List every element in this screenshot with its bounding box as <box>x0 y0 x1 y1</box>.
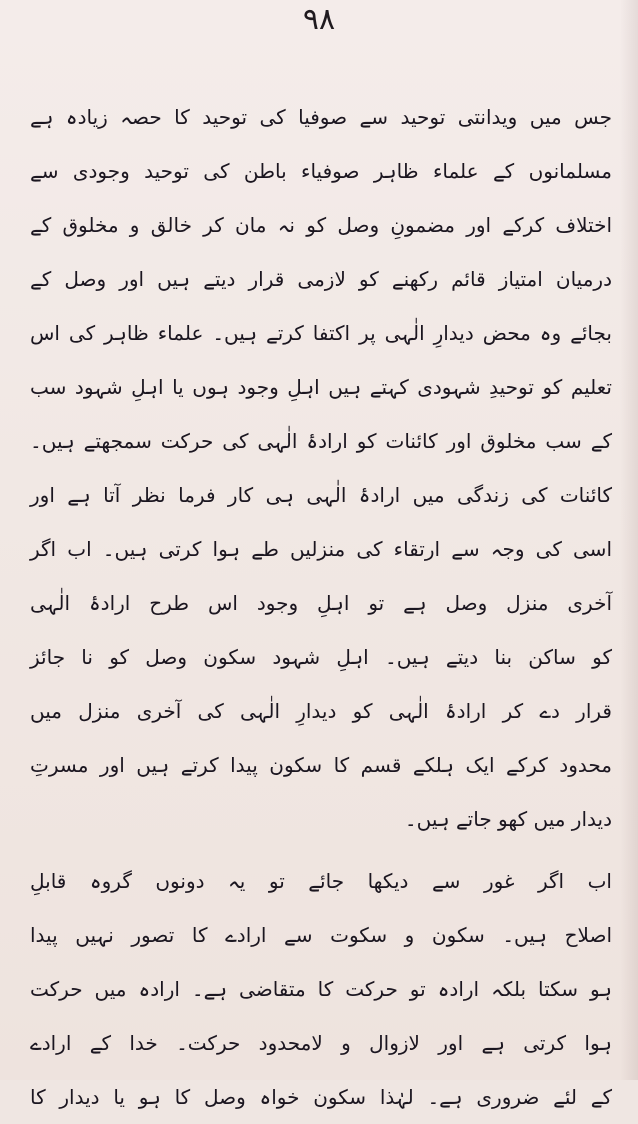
text-line: کو ساکن بنا دیتے ہیں۔ اہلِ شہود سکون وصل کو نا جائز <box>30 645 612 669</box>
text-line: کے لئے ضروری ہے۔ لہٰذا سکون خواہ وصل کا ہو یا دیدار کا <box>30 1085 612 1109</box>
body-text <box>30 90 612 1124</box>
text-line: دیدار میں کھو جاتے ہیں۔ <box>404 807 612 831</box>
text-line: ہو سکتا بلکہ ارادہ تو حرکت کا متقاضی ہے۔ ارادہ میں حرکت <box>30 977 612 1001</box>
paragraph-gap <box>30 846 612 854</box>
text-line: مسلمانوں کے علماء ظاہر صوفیاء باطن کی توحید وجودی سے <box>30 159 612 183</box>
text-line: محدود کرکے ایک ہلکے قسم کا سکون پیدا کرتے ہیں اور مسرتِ <box>30 753 612 777</box>
text-line: جس میں ویدانتی توحید سے صوفیا کی توحید کا حصہ زیادہ ہے <box>30 105 612 129</box>
text-line: اصلاح ہیں۔ سکون و سکوت سے ارادے کا تصور نہیں پیدا <box>30 923 612 947</box>
text-line: اختلاف کرکے اور مضمونِ وصل کو نہ مان کر خالق و مخلوق کے <box>30 213 612 237</box>
text-line: آخری منزل وصل ہے تو اہلِ وجود اس طرح ارادۂ الٰہی <box>30 591 612 615</box>
text-line: کے سب مخلوق اور کائنات کو ارادۂ الٰہی کی حرکت سمجھتے ہیں۔ <box>30 429 612 453</box>
text-line: اب اگر غور سے دیکھا جائے تو یہ دونوں گروہ قابلِ <box>30 869 612 893</box>
text-line: اسی کی وجہ سے ارتقاء کی منزلیں طے ہوا کرتی ہیں۔ اب اگر <box>30 537 612 561</box>
text-line: ہوا کرتی ہے اور لازوال و لامحدود حرکت۔ خدا کے ارادے <box>30 1031 612 1055</box>
text-line: کائنات کی زندگی میں ارادۂ الٰہی ہی کار فرما نظر آتا ہے اور <box>30 483 612 507</box>
text-line: تعلیم کو توحیدِ شہودی کہتے ہیں اہلِ وجود ہوں یا اہلِ شہود سب <box>30 375 612 399</box>
page-number: ۹۸ <box>302 2 336 37</box>
text-line: قرار دے کر ارادۂ الٰہی کو دیدارِ الٰہی کی آخری منزل میں <box>30 699 612 723</box>
page-edge-shadow <box>620 0 638 1080</box>
text-line: بجائے وہ محض دیدارِ الٰہی پر اکتفا کرتے ہیں۔ علماء ظاہر کی اس <box>30 321 612 345</box>
text-line: درمیان امتیاز قائم رکھنے کو لازمی قرار دیتے ہیں اور وصل کے <box>30 267 612 291</box>
